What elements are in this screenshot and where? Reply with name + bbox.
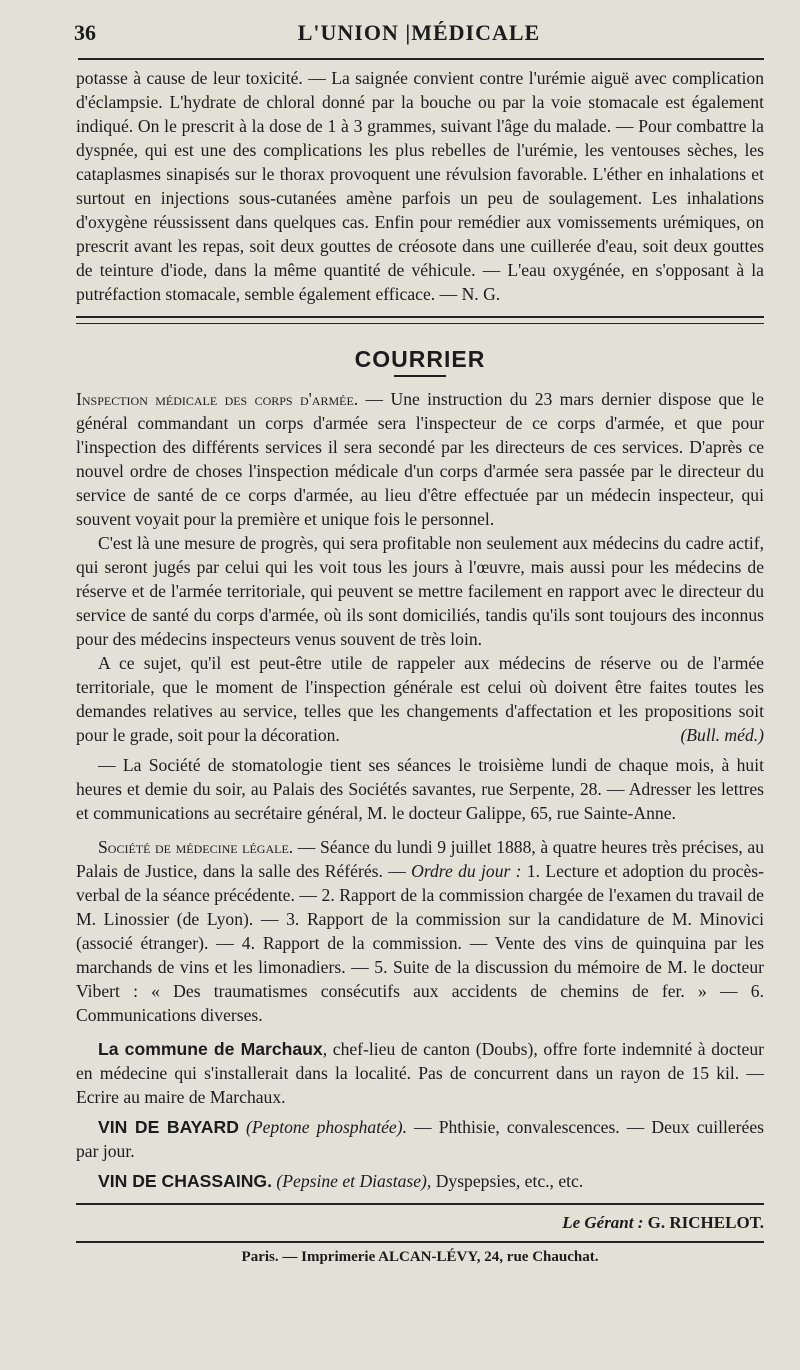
inspection-paragraph	[76, 387, 764, 531]
marchaux-paragraph	[76, 1037, 764, 1109]
chassaing-heading: VIN DE CHASSAING.	[98, 1171, 273, 1191]
imprint: Paris. — Imprimerie ALCAN-LÉVY, 24, rue Chauchat.	[241, 1249, 599, 1265]
medecine-legale-intro: — Séance du lundi 9 juillet 1888, à quatre heures très précises, au Palais de Justice, dans la salle des Référés. —	[76, 837, 764, 881]
bayard-heading: VIN DE BAYARD	[98, 1117, 239, 1137]
inspection-text: — Une instruction du 23 mars dernier dispose que le général commandant un corps d'armée sera l'inspecteur de ce corps d'armée, et que pour l'inspection des différents services il sera secondé par les directeurs de ces services. D'après ce nouvel ordre de choses l'inspection médicale d'un corps d'armée sera passée par le directeur du service de santé de ce corps d'armée, au lieu d'être effectuée par un médecin inspecteur, qui souvent voyait pour la première et unique fois le personnel.	[76, 389, 764, 529]
subject-paragraph	[76, 651, 764, 747]
header-rule	[78, 58, 764, 60]
page-number: 36	[74, 20, 96, 45]
medecine-legale-items: 1. Lecture et adoption du procès-verbal de la séance précédente. — 2. Rapport de la commission chargée de l'examen du travail de M. Linossier (de Lyon). — 3. Rapport de la commission sur la candidature de M. Minovici (associé étranger). — 4. Rapport de la commission. — Vente des vins de quinquina par les marchands de vins et les limonadiers. — 5. Suite de la discussion du mémoire de M. le docteur Vibert : « Des traumatismes consécutifs aux accidents de chemins de fer. » — 6. Communications diverses.	[76, 861, 764, 1025]
bottom-rule	[76, 1203, 764, 1205]
gerant-name: G. RICHELOT.	[647, 1213, 764, 1232]
gerant-line	[76, 1213, 764, 1233]
section-title: COURRIER	[354, 346, 486, 372]
order-label: Ordre du jour :	[411, 861, 522, 881]
page-body	[76, 66, 764, 1266]
bayard-subtitle: (Peptone phosphatée).	[246, 1117, 407, 1137]
medecine-legale-heading: Société de médecine légale.	[98, 837, 294, 857]
gerant-label: Le Gérant :	[562, 1213, 644, 1232]
bayard-paragraph	[76, 1115, 764, 1163]
marchaux-text: , chef-lieu de canton (Doubs), offre forte indemnité à docteur en médecine qui s'installerait dans la localité. Pas de concurrent dans un rayon de 15 kil. — Ecrire au maire de Marchaux.	[76, 1039, 765, 1107]
chassaing-text: Dyspepsies, etc., etc.	[431, 1171, 584, 1191]
subject-text: A ce sujet, qu'il est peut-être utile de rappeler aux médecins de réserve ou de l'armée territoriale, que le moment de l'inspection générale est celui où doivent être faites toutes les demandes relatives au service, telles que les changements d'affectation et les propositions soit pour le grade, soit pour la décoration.	[76, 653, 764, 745]
intro-paragraph: potasse à cause de leur toxicité. — La saignée convient contre l'urémie aiguë avec complication d'éclampsie. L'hydrate de chloral donné par la bouche ou par la voie stomacale est également indiqué. On le prescrit à la dose de 1 à 3 grammes, suivant l'âge du malade. — Pour combattre la dyspnée, qui est une des complications les plus rebelles de l'urémie, les ventouses sèches, les cataplasmes sinapisés sur le thorax provoquent une révulsion favorable. L'éther en inhalations et surtout en injections sous-cutanées amène parfois un peu de soulagement. Les inhalations d'oxygène réussissent dans quelques cas. Enfin pour remédier aux vomissements urémiques, on prescrit avant les repas, soit deux gouttes de créosote dans une cuillerée d'eau, soit deux gouttes de teinture d'iode, dans la même quantité de véhicule. — L'eau oxygénée, en s'opposant à la putréfaction stomacale, semble également efficace. — N. G.	[76, 68, 764, 304]
chassaing-subtitle: (Pepsine et Diastase),	[276, 1171, 432, 1191]
page-header	[74, 20, 764, 54]
stomatologie-paragraph: — La Société de stomatologie tient ses séances le troisième lundi de chaque mois, à huit heures et demie du soir, au Palais des Sociétés savantes, rue Serpente, 28. — Adresser les lettres et communications au secrétaire général, M. le docteur Galippe, 65, rue Sainte-Anne.	[76, 755, 764, 823]
imprint-rule	[76, 1241, 764, 1243]
inspection-heading: Inspection médicale des corps d'armée.	[76, 389, 359, 409]
subject-source: (Bull. méd.)	[680, 725, 764, 745]
running-title: L'UNION |MÉDICALE	[297, 20, 541, 45]
chassaing-paragraph	[76, 1169, 764, 1193]
section-separator	[76, 316, 764, 324]
marchaux-heading: La commune de Marchaux	[98, 1039, 323, 1059]
medecine-legale-paragraph	[76, 835, 764, 1027]
bayard-text: — Phthisie, convalescences. — Deux cuillerées par jour.	[76, 1117, 764, 1161]
progress-paragraph: C'est là une mesure de progrès, qui sera profitable non seulement aux médecins du cadre actif, qui seront jugés par celui qui les voit tous les jours à l'œuvre, mais aussi pour les médecins de réserve et de l'armée territoriale, qui peuvent se mettre facilement en rapport avec le directeur du service de santé du corps d'armée, où ils sont domiciliés, tandis qu'ils sont toujours des inconnus pour des médecins inspecteurs venus souvent de très loin.	[76, 533, 764, 649]
